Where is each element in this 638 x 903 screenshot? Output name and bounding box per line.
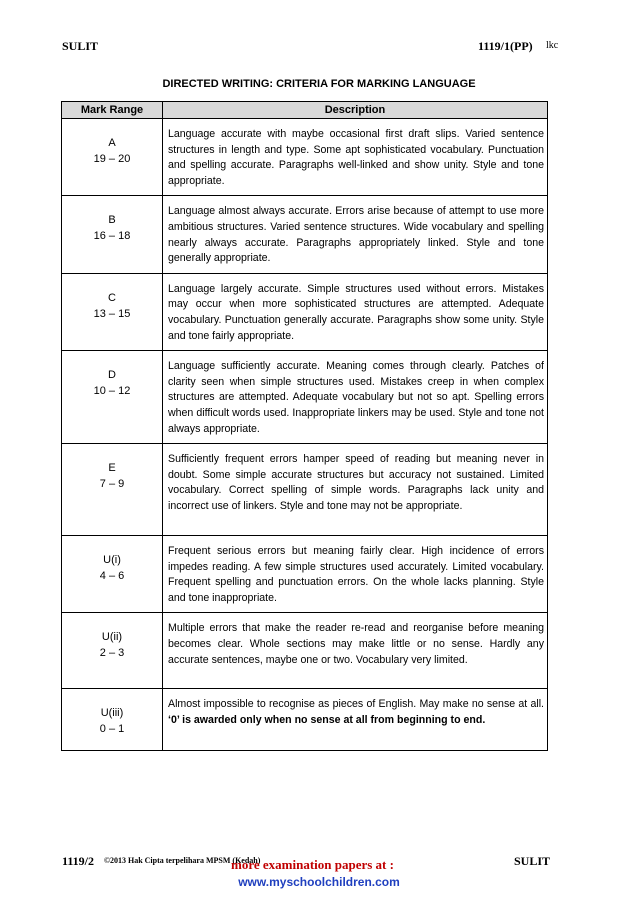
footer-website-link[interactable]: www.myschoolchildren.com — [238, 875, 400, 889]
footer-copyright: ©2013 Hak Cipta terpelihara MPSM (Kedah) — [104, 856, 261, 865]
mark-band: 7 – 9 — [99, 478, 125, 491]
table-row — [62, 536, 548, 613]
table-row — [62, 444, 548, 536]
description-cell: Language almost always accurate. Errors arise because of attempt to use more ambitious structures. Varied sentence structures. Wide vocabulary and spelling nearly always accurate. Paragraphs appropriately linked. Style and tone generally appropriate. — [163, 196, 548, 273]
description-cell: Language largely accurate. Simple structures used without errors. Mistakes may occur when more sophisticated structures are attempted. Adequate vocabulary. Punctuation generally accurate. Paragraphs show some unity. Style and tone fairly appropriate. — [163, 273, 548, 350]
footer-more-papers: more examination papers at : — [231, 857, 394, 872]
grade-label: B — [108, 214, 116, 227]
mark-range-cell — [62, 536, 163, 613]
mark-band: 2 – 3 — [99, 647, 125, 660]
mark-band: 16 – 18 — [93, 230, 131, 243]
mark-range-cell — [62, 689, 163, 751]
table-row — [62, 689, 548, 751]
table-row — [62, 119, 548, 196]
description-cell: Frequent serious errors but meaning fairly clear. High incidence of errors impedes reading. A few simple structures used accurately. Limited vocabulary. Frequent spelling and punctuation errors. On the whole lacks planning. Style and tone inappropriate. — [163, 536, 548, 613]
description-cell: Sufficiently frequent errors hamper speed of reading but meaning never in doubt. Some simple accurate structures but accuracy not sustained. Limited vocabulary. Correct spelling of simple words. Paragraphs lack unity and incorrect use of linkers. Style and tone may not be appropriate. — [163, 444, 548, 536]
grade-label: U(ii) — [101, 631, 123, 644]
footer-paper-code: 1119/2 — [62, 854, 95, 868]
table-row — [62, 273, 548, 350]
mark-band: 0 – 1 — [99, 723, 125, 736]
mark-band: 19 – 20 — [93, 153, 131, 165]
column-header-description: Description — [163, 102, 548, 119]
header-sulit: SULIT — [62, 39, 99, 53]
description-cell — [163, 689, 548, 751]
grade-label: E — [108, 462, 116, 475]
page-title: DIRECTED WRITING: CRITERIA FOR MARKING LANGUAGE — [162, 78, 476, 90]
grade-label: D — [108, 369, 116, 382]
table-row — [62, 351, 548, 444]
mark-band: 4 – 6 — [99, 570, 125, 583]
description-cell: Multiple errors that make the reader re-read and reorganise before meaning becomes clear. Whole sections may make little or no sense. Hardly any accurate sentences, maybe one or two. Vocabulary very limited. — [163, 613, 548, 689]
grade-label: U(i) — [103, 554, 121, 567]
description-text: Almost impossible to recognise as pieces of English. May make no sense at all. — [168, 698, 544, 711]
description-bold-text: ‘0’ is awarded only when no sense at all from beginning to end. — [168, 714, 486, 727]
mark-range-cell — [62, 613, 163, 689]
grade-label: A — [108, 137, 116, 149]
table-row — [62, 613, 548, 689]
marking-criteria-table — [61, 101, 548, 751]
header-initials: lkc — [546, 40, 559, 51]
mark-range-cell — [62, 444, 163, 536]
mark-range-cell — [62, 273, 163, 350]
grade-label: U(iii) — [100, 707, 124, 720]
mark-range-cell — [62, 119, 163, 196]
footer-sulit: SULIT — [514, 854, 551, 868]
mark-range-cell — [62, 196, 163, 273]
description-cell: Language sufficiently accurate. Meaning comes through clearly. Patches of clarity seen when simple structures used. Mistakes creep in when complex structures are attempted. Adequate vocabulary but not so apt. Spelling errors when difficult words used. Inappropriate linkers may be used. Style and tone not always appropriate. — [163, 351, 548, 444]
table-header-row — [62, 102, 548, 119]
mark-band: 13 – 15 — [93, 307, 131, 320]
grade-label: C — [108, 291, 116, 304]
mark-band: 10 – 12 — [93, 385, 131, 398]
mark-range-cell — [62, 351, 163, 444]
header-paper-code: 1119/1(PP) — [478, 39, 533, 53]
table-row — [62, 196, 548, 273]
column-header-mark-range: Mark Range — [62, 102, 163, 119]
description-cell: Language accurate with maybe occasional first draft slips. Varied sentence structures in length and type. Some apt sophisticated vocabulary. Punctuation and spelling accurate. Paragraphs well-linked and show unity. Style and tone appropriate. — [163, 119, 548, 196]
